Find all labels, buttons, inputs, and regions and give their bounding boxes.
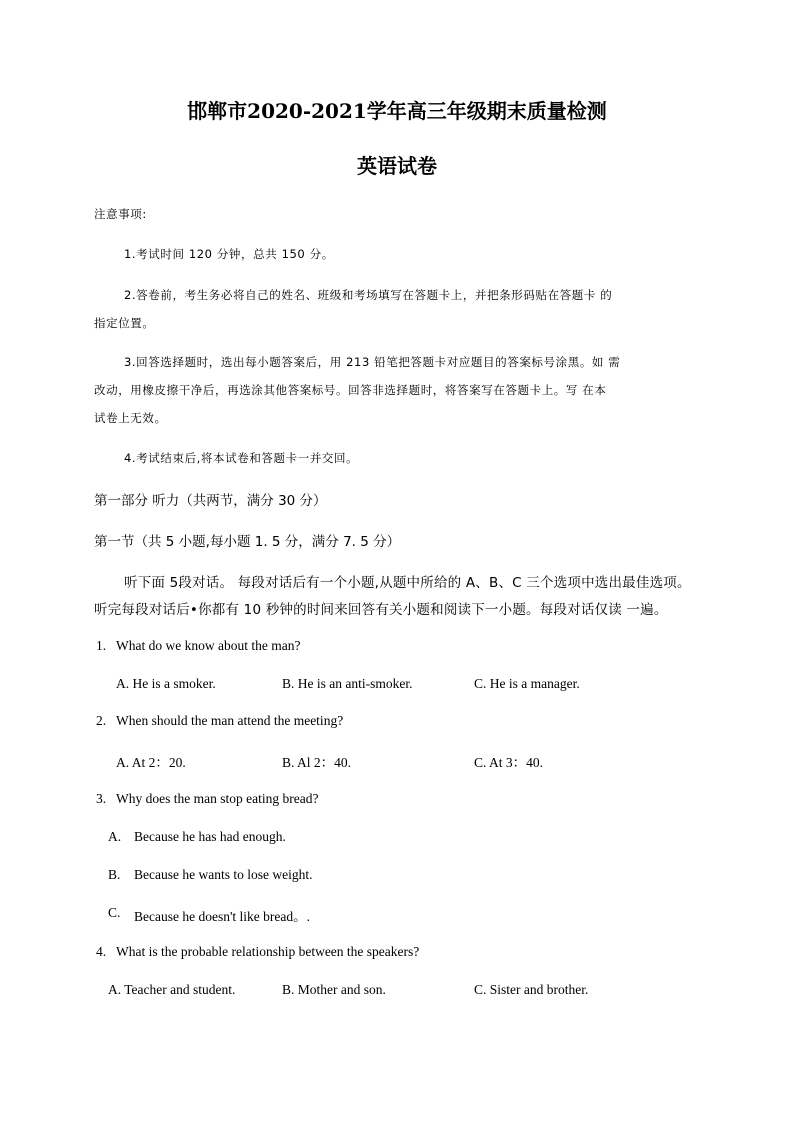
question-3-option-a-letter: A. (108, 829, 122, 844)
exam-title: 邯郸市2020-2021学年高三年级期末质量检测 (187, 99, 607, 123)
question-2-option-c: C. At 3：40. (474, 755, 544, 770)
question-1-option-a: A. He is a smoker. (116, 676, 216, 691)
question-4-text: What is the probable relationship between the speakers? (116, 944, 420, 959)
section1-heading: 第一节（共 5 小题,每小题 1. 5 分，满分 7. 5 分） (94, 534, 401, 550)
question-1-text: What do we know about the man? (116, 638, 301, 653)
question-1-option-b: B. He is an anti-smoker. (282, 676, 413, 691)
question-3-option-a-text: Because he has had enough. (134, 829, 286, 844)
question-2-number: 2. (96, 713, 107, 728)
question-3-option-c-letter: C. (108, 905, 121, 920)
question-2-text: When should the man attend the meeting? (116, 713, 344, 728)
instructions-line-2: 听完每段对话后•你都有 10 秒钟的时间来回答有关小题和阅读下一小题。每段对话仅读 一遍。 (94, 602, 668, 618)
question-2-option-b: B. Al 2：40. (282, 755, 352, 770)
question-3-option-b-text: Because he wants to lose weight. (134, 867, 313, 882)
notice-item-2-line-1: 2.答卷前，考生务必将自己的姓名、班级和考场填写在答题卡上，并把条形码贴在答题卡 的 (124, 288, 613, 302)
part1-heading: 第一部分 听力（共两节，满分 30 分） (94, 493, 327, 509)
instructions-line-1: 听下面 5段对话。 每段对话后有一个小题,从题中所给的 A、B、C 三个选项中选出最佳选项。 (124, 575, 691, 591)
notice-item-2-line-2: 指定位置。 (94, 316, 155, 330)
notice-item-1: 1.考试时间 120 分钟，总共 150 分。 (124, 247, 334, 261)
notice-item-4: 4.考试结束后,将本试卷和答题卡一并交回。 (124, 451, 359, 465)
question-3-option-b-letter: B. (108, 867, 121, 882)
question-4-number: 4. (96, 944, 107, 959)
notice-heading: 注意事项: (94, 207, 147, 221)
notice-item-3-line-1: 3.回答选择题时，选出每小题答案后，用 213 铅笔把答题卡对应题目的答案标号涂黑。如 需 (124, 355, 621, 369)
question-3-number: 3. (96, 791, 107, 806)
question-4-option-b: B. Mother and son. (282, 982, 386, 997)
question-2-option-a: A. At 2：20. (116, 755, 186, 770)
question-4-option-c: C. Sister and brother. (474, 982, 589, 997)
notice-item-3-line-3: 试卷上无效。 (94, 411, 167, 425)
question-1-option-c: C. He is a manager. (474, 676, 580, 691)
question-4-option-a: A. Teacher and student. (108, 982, 236, 997)
question-1-number: 1. (96, 638, 107, 653)
question-3-option-c-text: Because he doesn't like bread。. (134, 909, 310, 924)
notice-item-3-line-2: 改动，用橡皮擦干净后，再选涂其他答案标号。回答非选择题时，将答案写在答题卡上。写 在本 (94, 383, 607, 397)
question-3-text: Why does the man stop eating bread? (116, 791, 319, 806)
exam-subtitle: 英语试卷 (357, 154, 437, 178)
